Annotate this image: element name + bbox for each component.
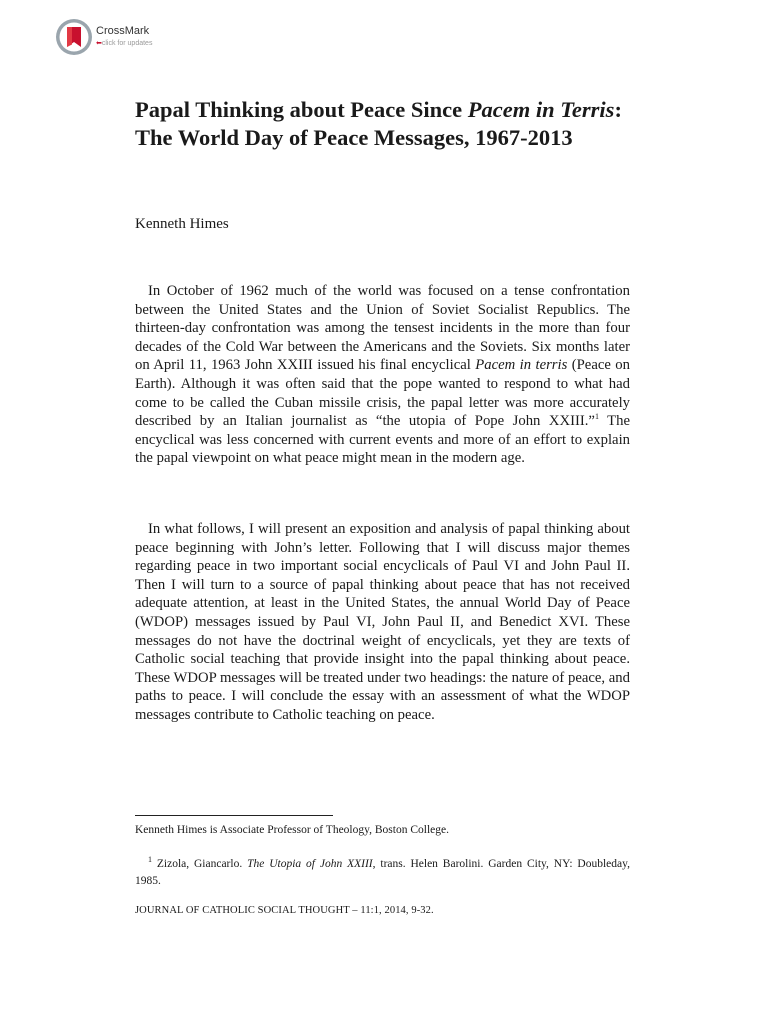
fn-text-b: , trans. Helen Barolini. Garden City, NY: Doubleday, 1985. (135, 858, 630, 887)
p1-text-b: (Peace on Earth). Although it was often said that the pope wanted to respond to what had come to be called the Cuban missile crisis, the papal letter was more accurately described by an Italian journalist as “the utopia of Pope John XXIII.” (135, 357, 630, 430)
article-title (135, 96, 635, 152)
fn-text-a: Zizola, Giancarlo. (152, 858, 248, 870)
journal-citation: JOURNAL OF CATHOLIC SOCIAL THOUGHT – 11:1, 2014, 9-32. (135, 905, 434, 916)
footnote-1 (135, 856, 630, 890)
crossmark-label: CrossMark (96, 25, 150, 37)
arrow-left-icon: ⬅ (96, 40, 102, 47)
title-italic: Pacem in Terris (467, 97, 615, 122)
title-part-1: Papal Thinking about Peace Since (135, 97, 468, 122)
footnote-number: 1 (148, 855, 152, 865)
crossmark-logo-icon (55, 18, 93, 56)
crossmark-sub-label: click for updates (101, 40, 153, 47)
crossmark-sub (96, 39, 152, 47)
footnote-divider (135, 815, 333, 816)
title-part-2: : The World Day of Peace Messages, 1967-2013 (135, 97, 622, 150)
p1-italic: Pacem in terris (475, 357, 568, 374)
author-affiliation: Kenneth Himes is Associate Professor of Theology, Boston College. (135, 824, 449, 836)
p1-text-c: The encyclical was less concerned with current events and more of an effort to explain the papal viewpoint on what peace might mean in the modern age. (135, 413, 630, 467)
paragraph-1 (135, 282, 630, 468)
paragraph-2: In what follows, I will present an exposition and analysis of papal thinking about peace beginning with John’s letter. Following that I will discuss major themes regarding peace in two important social encyclicals of Paul VI and John Paul II. Then I will turn to a source of papal thinking about peace that has not received adequate attention, at least in the United States, the annual World Day of Peace (WDOP) messages issued by Paul VI, John Paul II, and Benedict XVI. These messages do not have the doctrinal weight of encyclicals, yet they are texts of Catholic social teaching that provide insight into the papal thinking about peace. These WDOP messages will be treated under two headings: the nature of peace, and paths to peace. I will conclude the essay with an assessment of what the WDOP messages contribute to Catholic teaching on peace. (135, 521, 630, 723)
crossmark-badge[interactable] (55, 18, 165, 58)
fn-italic: The Utopia of John XXIII (247, 858, 373, 870)
footnote-ref[interactable]: 1 (594, 412, 599, 422)
p1-text-a: In October of 1962 much of the world was focused on a tense confrontation between the United States and the Union of Soviet Socialist Republics. The thirteen-day confrontation was among the tensest incidents in the more than four decades of the Cold War between the Americans and the Soviets. Six months later on April 11, 1963 John XXIII issued his final encyclical (135, 283, 630, 374)
author-name: Kenneth Himes (135, 216, 229, 232)
